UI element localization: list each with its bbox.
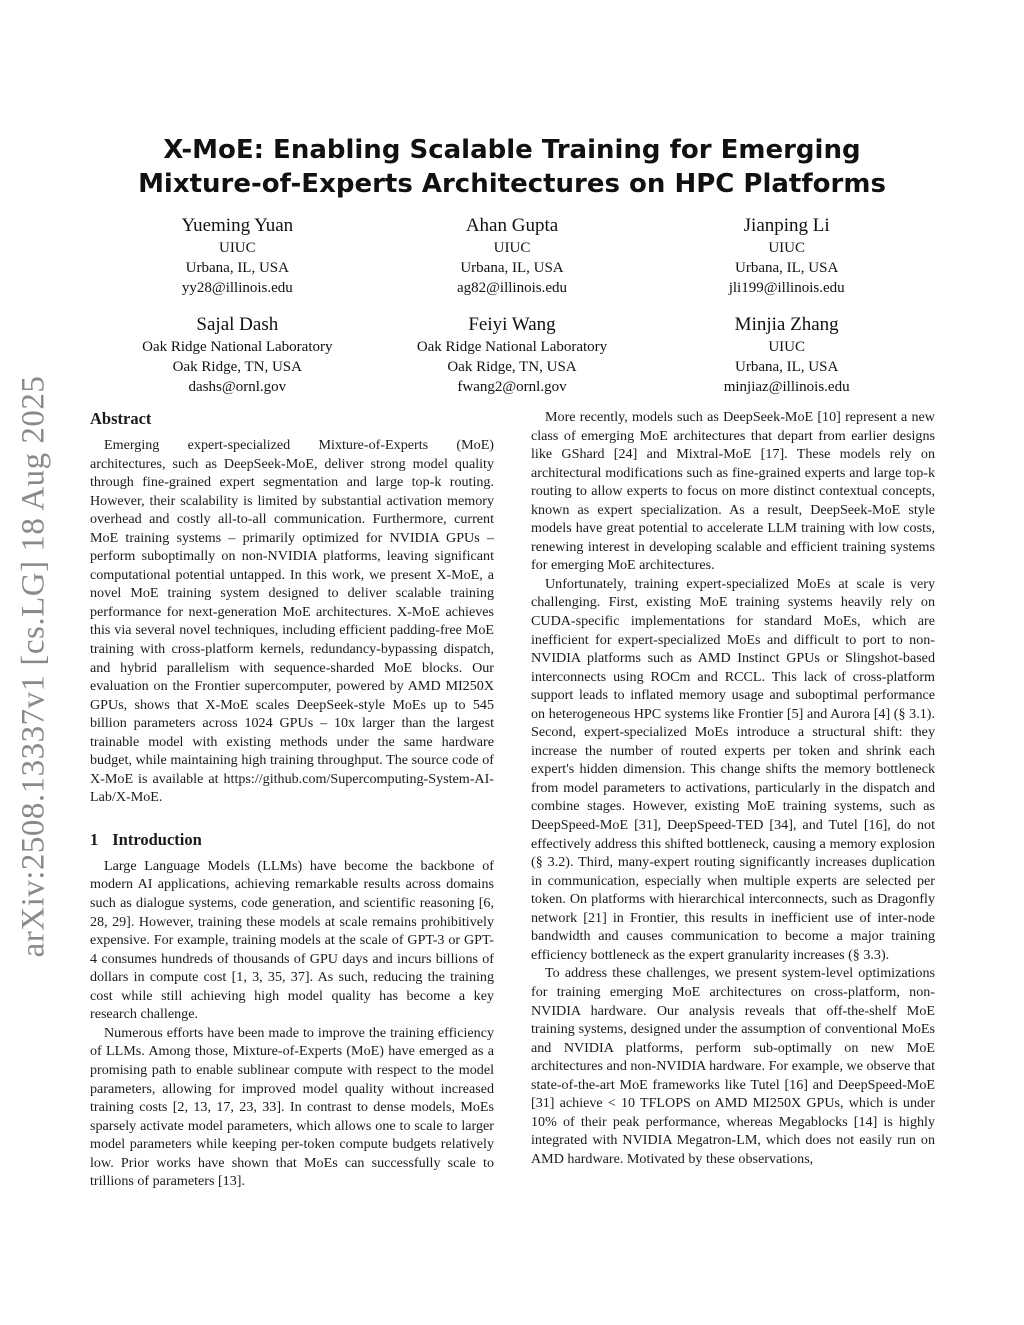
author-affiliation: UIUC [768,240,805,256]
author-block [375,214,650,298]
author-email: jli199@illinois.edu [728,280,845,296]
arxiv-identifier-text: arXiv:2508.13337v1 [cs.LG] 18 Aug 2025 [15,375,52,957]
author-email: ag82@illinois.edu [456,280,568,296]
author-affiliation: UIUC [768,339,805,355]
author-block [649,313,924,397]
section-title: Introduction [112,829,202,849]
paper-title [100,133,924,201]
intro-paragraph: To address these challenges, we present system-level optimizations for training emerging MoE architectures on cross-platform, non-NVIDIA hardware. Our analysis reveals that off-the-shelf MoE training systems, designed under the assumption of conventional MoEs and NVIDIA platforms, perform sub-optimally on new MoE architectures and non-NVIDIA hardware. For example, we observe that state-of-the-art MoE frameworks like Tutel [16] and DeepSpeed-MoE [31] achieve < 10 TFLOPS on AMD MI250X GPUs, which is under 10% of their peak performance, whereas Megablocks [14] is highly integrated with NVIDIA Megatron-LM, which does not easily run on AMD hardware. Motivated by these observations, [531,965,935,1167]
author-name: Feiyi Wang [468,314,556,335]
author-name: Minjia Zhang [734,314,839,335]
arxiv-identifier-stamp [6,356,62,976]
intro-paragraph: More recently, models such as DeepSeek-MoE [10] represent a new class of emerging MoE architectures that depart from earlier designs like GShard [24] and Mixtral-MoE [17]. These models rely on architectural modifications such as fine-grained experts and large top-k routing to allow experts to focus on more distinct contextual concepts, known as expert specialization. As a result, DeepSeek-MoE style models have great potential to accelerate LLM training with low costs, renewing interest in developing scalable and efficient training systems for emerging MoE architectures. [531,409,935,574]
author-name: Yueming Yuan [181,215,294,236]
author-email: dashs@ornl.gov [188,379,287,395]
author-affiliation: UIUC [218,240,256,256]
left-column [90,408,494,1191]
title-line-2: Mixture-of-Experts Architectures on HPC Platforms [138,169,886,199]
author-location: Urbana, IL, USA [460,260,564,276]
author-block [649,214,924,298]
author-location: Oak Ridge, TN, USA [447,359,577,375]
author-email: yy28@illinois.edu [181,280,293,296]
author-affiliation: Oak Ridge National Laboratory [416,339,608,355]
author-email: fwang2@ornl.gov [457,379,567,395]
author-row-1 [100,214,924,298]
abstract-paragraph: Emerging expert-specialized Mixture-of-Experts (MoE) architectures, such as DeepSeek-MoE, deliver strong model quality through fine-grained expert segmentation and large top-k routing. However, their scalability is limited by substantial activation memory overhead and costly all-to-all communication. Furthermore, current MoE training systems – primarily optimized for NVIDIA GPUs – perform suboptimally on non-NVIDIA platforms, leaving significant computational potential untapped. In this work, we present X-MoE, a novel MoE training system designed to deliver scalable training performance for next-generation MoE architectures. X-MoE achieves this via several novel techniques, including efficient padding-free MoE training with cross-platform kernels, redundancy-bypassing dispatch, and hybrid parallelism with sequence-sharded MoE blocks. Our evaluation on the Frontier supercomputer, powered by AMD MI250X GPUs, shows that X-MoE scales DeepSeek-style MoEs up to 545 billion parameters across 1024 GPUs – 10x larger than the largest trainable model with existing methods under the same hardware budget, while maintaining high training throughput. The source code of X-MoE is available at https://github.com/Supercomputing-System-AI-Lab/X-MoE. [90,437,494,806]
author-block [100,214,375,298]
author-location: Urbana, IL, USA [735,359,839,375]
section-number: 1 [90,829,99,849]
author-name: Jianping Li [743,215,830,236]
author-location: Urbana, IL, USA [185,260,289,276]
right-column [531,408,935,1168]
author-location: Oak Ridge, TN, USA [172,359,302,375]
author-location: Urbana, IL, USA [735,260,839,276]
intro-paragraph: Unfortunately, training expert-specialized MoEs at scale is very challenging. First, existing MoE training systems heavily rely on CUDA-specific implementations for standard MoEs, which are inefficient for expert-specialized MoEs and difficult to port to non-NVIDIA platforms such as AMD Instinct GPUs or Slingshot-based interconnects using ROCm and RCCL. This lack of cross-platform support leads to inflated memory usage and suboptimal performance on heterogeneous HPC systems like Frontier [5] and Aurora [4] (§ 3.1). Second, expert-specialized MoEs introduce a structural shift: they increase the number of routed experts per token and shrink each expert's hidden dimension. This change shifts the memory bottleneck from model parameters to activations, particularly in the dispatch and combine stages. However, existing MoE training systems, such as DeepSpeed-MoE [31], DeepSpeed-TED [34], and Tutel [16], do not effectively address this shifted bottleneck, causing a memory explosion (§ 3.2). Third, many-expert routing significantly increases duplication in communication, especially when multiple experts are selected per token. On platforms with hierarchical interconnects, such as Dragonfly network [21] in Frontier, this results in inefficient use of inter-node bandwidth and causes communication to become a major training efficiency bottleneck as the expert granularity increases (§ 3.3). [531,575,935,963]
author-name: Sajal Dash [196,314,279,335]
abstract-heading: Abstract [90,409,152,428]
introduction-heading [90,829,494,851]
author-affiliation: UIUC [493,240,531,256]
intro-paragraph: Numerous efforts have been made to improve the training efficiency of LLMs. Among those, Mixture-of-Experts (MoE) have emerged as a promising path to enable sublinear compute with respect to the model parameters, allowing for improved model quality without increased training costs [2, 13, 17, 23, 33]. In contrast to dense models, MoEs sparsely activate model parameters, which allows one to scale to larger model parameters while keeping per-token compute budgets relatively low. Prior works have shown that MoEs can successfully scale to trillions of parameters [13]. [90,1024,494,1190]
author-block [100,313,375,397]
author-block [375,313,650,397]
author-row-2 [100,313,924,397]
title-line-1: X-MoE: Enabling Scalable Training for Emerging [163,135,861,165]
author-affiliation: Oak Ridge National Laboratory [142,339,333,355]
author-email: minjiaz@illinois.edu [723,379,850,395]
author-name: Ahan Gupta [465,215,559,236]
intro-paragraph: Large Language Models (LLMs) have become the backbone of modern AI applications, achieving remarkable results across domains such as dialogue systems, code generation, and scientific reasoning [6, 28, 29]. However, training these models at scale remains prohibitively expensive. For example, training models at the scale of GPT-3 or GPT-4 consumes hundreds of thousands of GPU days and incurs billions of dollars in compute cost [1, 3, 35, 37]. As such, reducing the training cost while still achieving high model quality has become a key research challenge. [90,857,494,1023]
